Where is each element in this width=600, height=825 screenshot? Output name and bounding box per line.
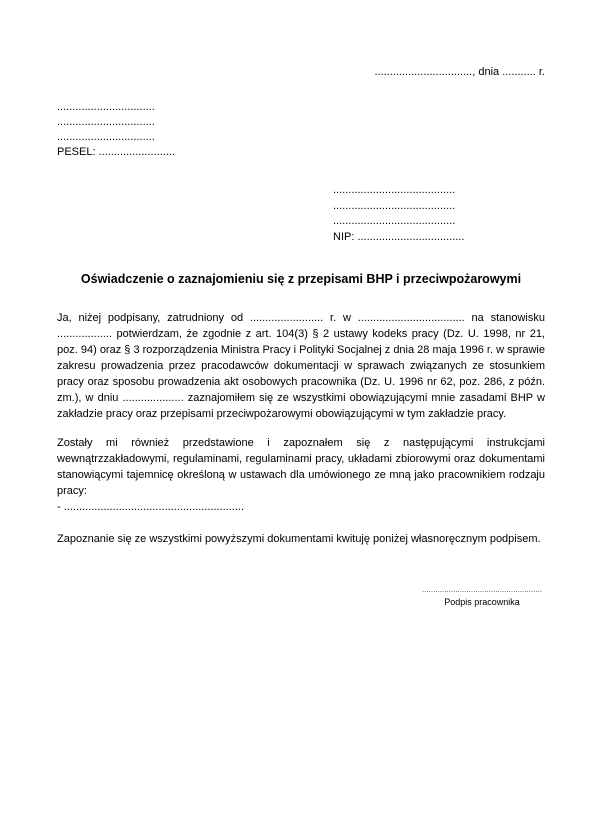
pesel-line: PESEL: ......................... <box>57 146 175 158</box>
nip-line: NIP: ................................... <box>333 230 465 243</box>
employer-details-block <box>333 183 545 245</box>
employee-fill-line-1: ................................ <box>57 101 155 113</box>
signature-block <box>421 585 543 608</box>
employee-details-block <box>57 100 545 160</box>
employer-fill-line-2: ........................................ <box>333 199 456 212</box>
signature-line: ...................................................... <box>421 585 543 594</box>
signature-label: Podpis pracownika <box>444 597 520 607</box>
paragraph-instructions: Zostały mi również przedstawione i zapoznałem się z następującymi instrukcjami wewnątrzzakładowymi, regulaminami, regulaminami pracy, układami zbiorowymi oraz dokumentami stanowiącymi tajemnicę określoną w ustawach dla umówionego ze mną jako pracownikiem rodzaju pracy: <box>57 437 545 497</box>
employer-fill-line-1: ........................................ <box>333 184 456 196</box>
employer-fill-line-3: ........................................ <box>333 215 456 227</box>
document-title: Oświadczenie o zaznajomieniu się z przepisami BHP i przeciwpożarowymi <box>80 272 522 286</box>
date-line: ................................, dnia ........... r. <box>374 66 545 78</box>
employee-fill-line-2: ................................ <box>57 116 155 128</box>
list-item-blank-line: - ........................................................... <box>57 501 245 513</box>
paragraph-declaration: Ja, niżej podpisany, zatrudniony od ........................ r. w ................................... na stanowisku .................. potwierdzam, że zgodnie z art. 104(3) § 2 ustawy kodeks pracy (Dz. U. 1998, nr 21, poz. 94) oraz § 3 rozporządzenia Ministra Pracy i Polityki Socjalnej z dnia 28 maja 1996 r. w sprawie zakresu prowadzenia przez pracodawców dokumentacji w sprawach związanych ze stosunkiem pracy oraz sposobu prowadzenia akt osobowych pracownika (Dz. U. 1996 nr 62, poz. 286, z późn. zm.), w dniu .................... zaznajomiłem się ze wszystkimi obowiązującymi mnie zasadami BHP w zakładzie pracy oraz przepisami przeciwpożarowymi obowiązującymi w tym zakładzie pracy. <box>57 312 545 420</box>
closing-statement: Zapoznanie się ze wszystkimi powyższymi dokumentami kwituję poniżej własnoręcznym podpisem. <box>57 533 541 545</box>
employee-fill-line-3: ................................ <box>57 131 155 143</box>
